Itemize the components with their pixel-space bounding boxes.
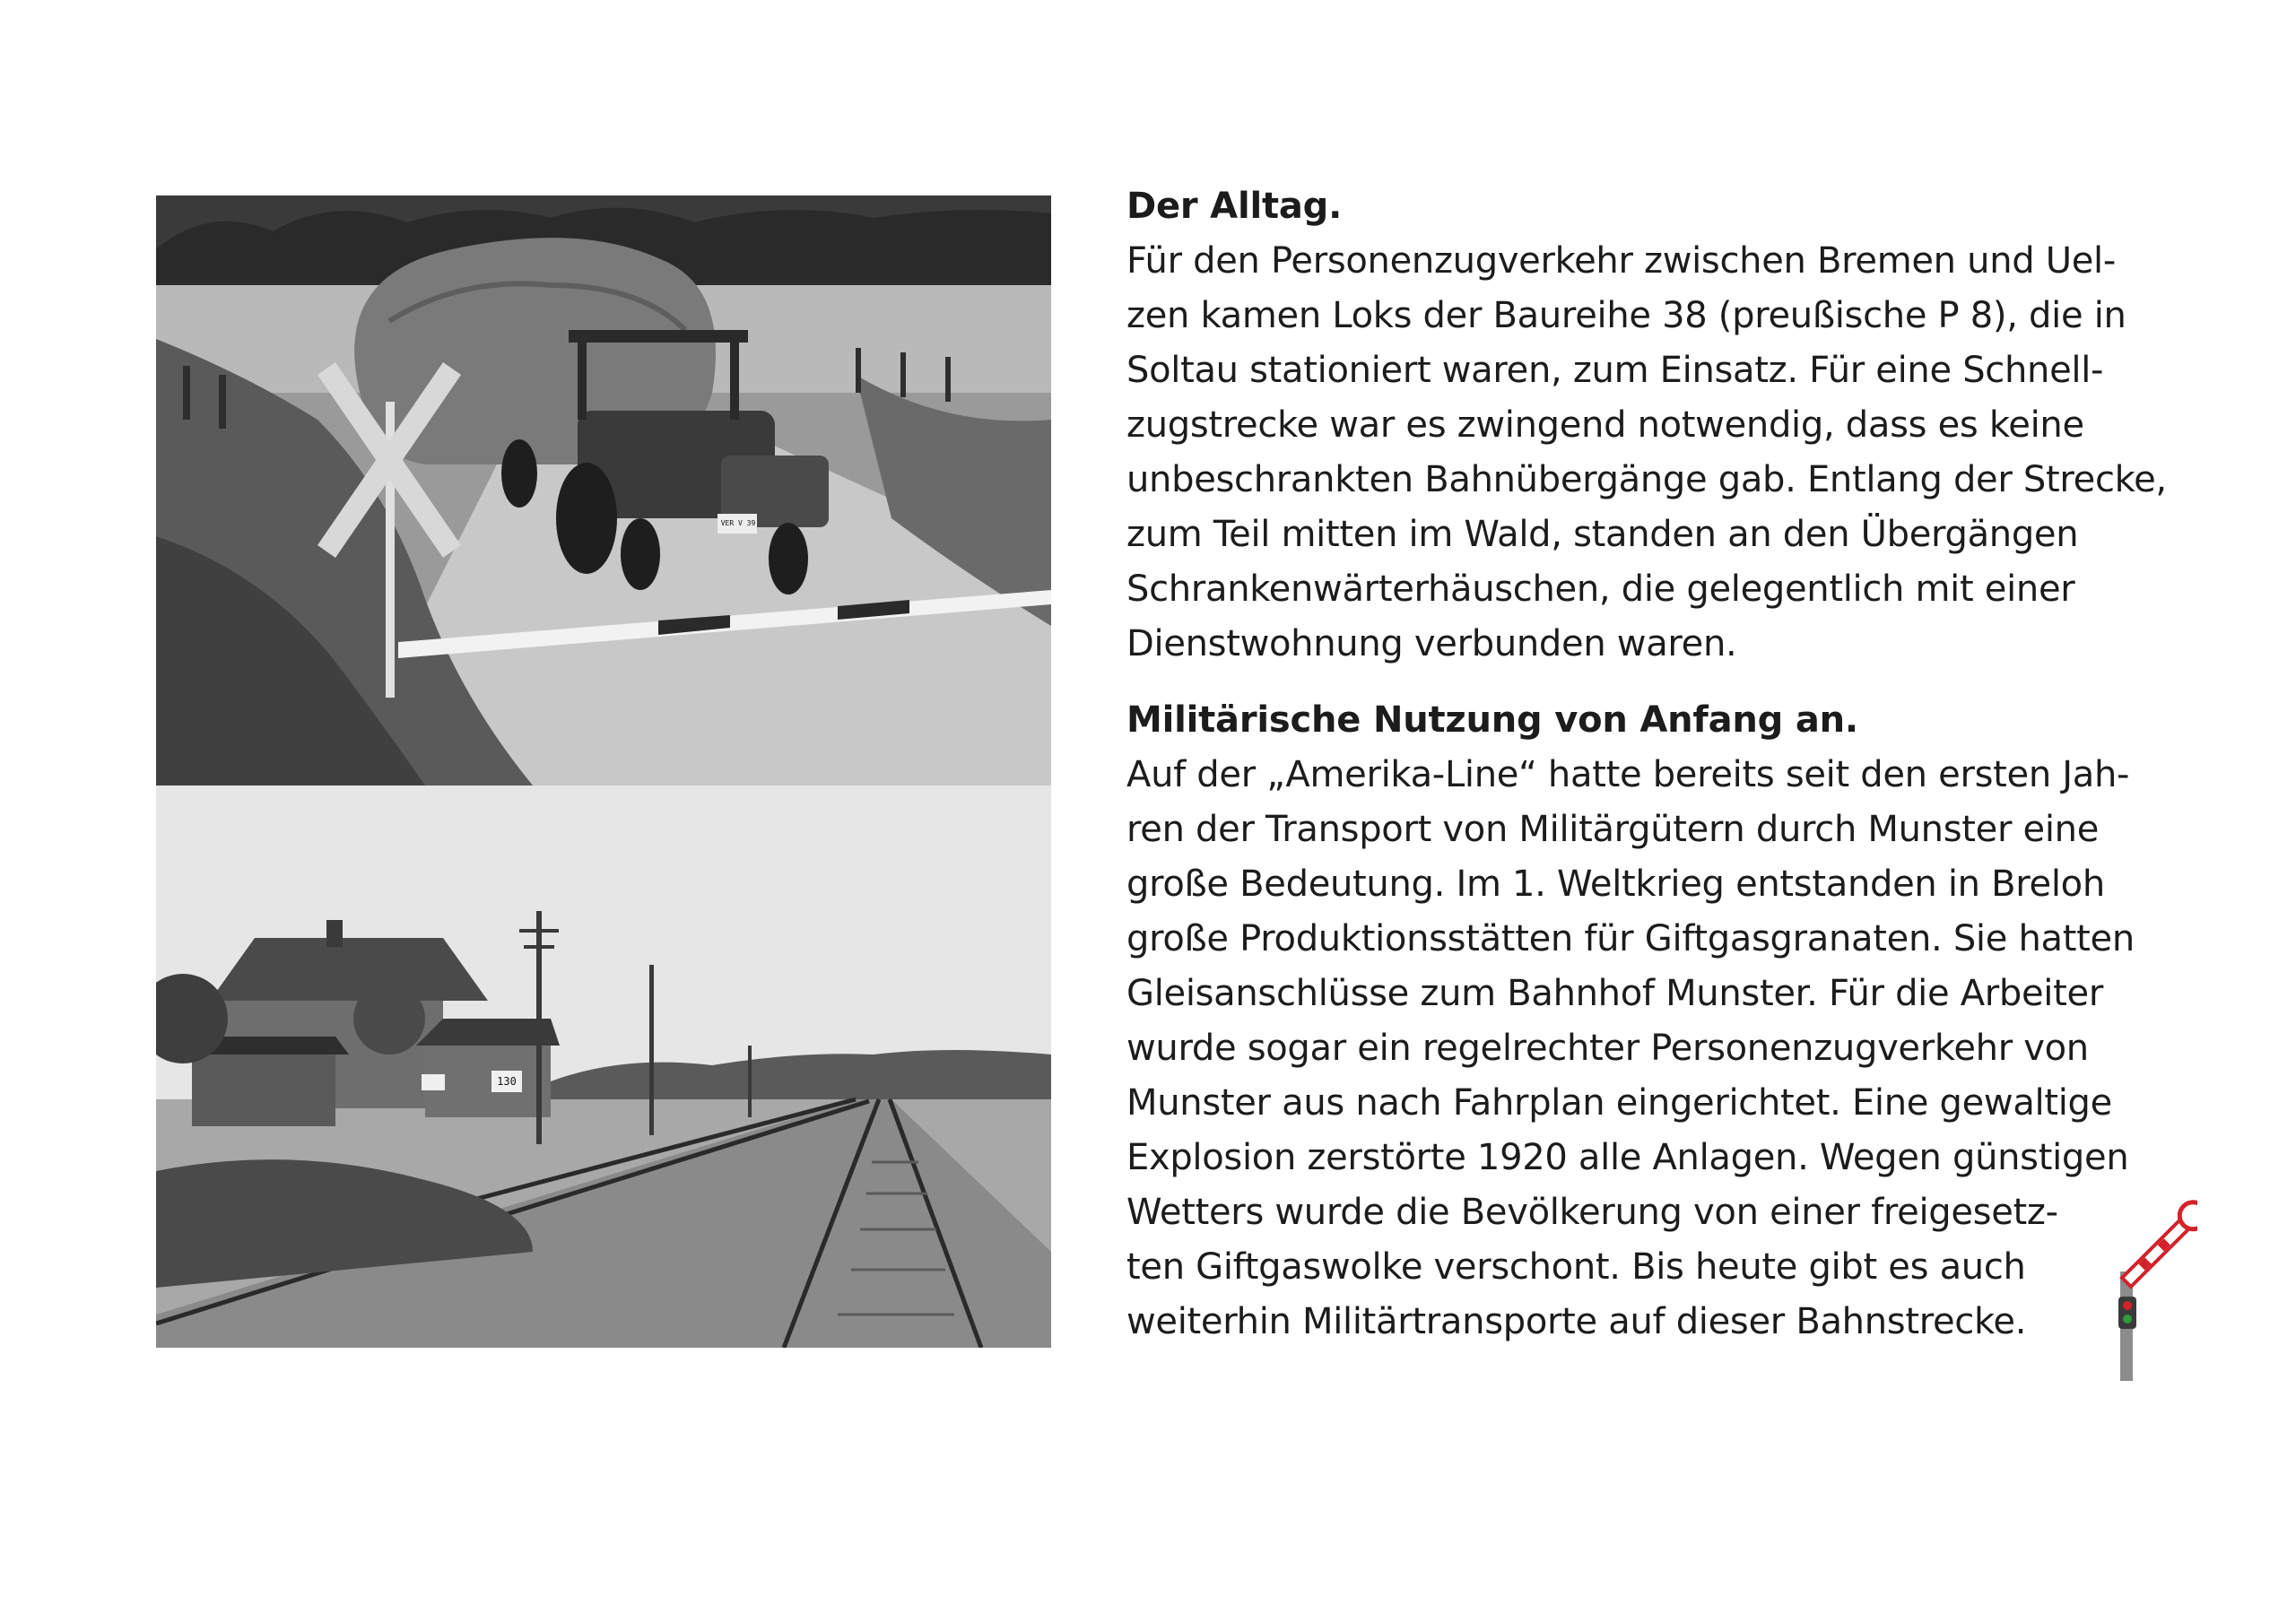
photo-tractor-crossing bbox=[156, 195, 1051, 785]
body-line: Gleisanschlüsse zum Bahnhof Munster. Für die Arbeiter bbox=[1126, 973, 2103, 1014]
railway-semaphore-signal-icon bbox=[2099, 1191, 2197, 1381]
track-distance-sign: 130 bbox=[497, 1075, 517, 1088]
section-heading-alltag: Der Alltag. bbox=[1126, 186, 1343, 227]
body-line: Explosion zerstörte 1920 alle Anlagen. Wegen günstigen bbox=[1126, 1137, 2129, 1178]
body-line: ten Giftgaswolke verschont. Bis heute gibt es auch bbox=[1126, 1246, 2026, 1288]
photo-tractor-crossing-image bbox=[156, 195, 1051, 785]
body-line: zen kamen Loks der Baureihe 38 (preußische P 8), die in bbox=[1126, 295, 2126, 336]
body-line: Wetters wurde die Bevölkerung von einer freigesetz- bbox=[1126, 1192, 2058, 1233]
body-line: Schrankenwärterhäuschen, die gelegentlich mit einer bbox=[1126, 568, 2075, 610]
body-line: Auf der „Amerika-Line“ hatte bereits seit den ersten Jah- bbox=[1126, 754, 2130, 795]
text-column bbox=[1126, 179, 2230, 1371]
body-line: große Bedeutung. Im 1. Weltkrieg entstanden in Breloh bbox=[1126, 864, 2105, 905]
section-heading-militaerische-nutzung: Militärische Nutzung von Anfang an. bbox=[1126, 699, 1858, 741]
body-line: ren der Transport von Militärgütern durch Munster eine bbox=[1126, 809, 2100, 850]
body-line: große Produktionsstätten für Giftgasgranaten. Sie hatten bbox=[1126, 918, 2135, 959]
signal-light-red bbox=[2123, 1301, 2132, 1310]
body-line: Für den Personenzugverkehr zwischen Bremen und Uel- bbox=[1126, 240, 2116, 282]
tractor-license-plate: VER V 39 bbox=[720, 519, 756, 527]
body-line: zugstrecke war es zwingend notwendig, dass es keine bbox=[1126, 404, 2084, 446]
signal-arm bbox=[2117, 1197, 2197, 1292]
railway-semaphore-signal-icon-svg bbox=[2099, 1191, 2197, 1381]
photo-railway-station bbox=[156, 785, 1051, 1348]
body-line: unbeschrankten Bahnübergänge gab. Entlang der Strecke, bbox=[1126, 459, 2167, 500]
section-alltag bbox=[1126, 179, 2230, 672]
photo-railway-station-image bbox=[156, 785, 1051, 1348]
body-line: weiterhin Militärtransporte auf dieser Bahnstrecke. bbox=[1126, 1301, 2027, 1342]
signal-light-green bbox=[2123, 1315, 2132, 1324]
body-line: Munster aus nach Fahrplan eingerichtet. Eine gewaltige bbox=[1126, 1082, 2112, 1124]
section-militaerische-nutzung bbox=[1126, 693, 2230, 1350]
body-line: Dienstwohnung verbunden waren. bbox=[1126, 623, 1737, 664]
body-line: Soltau stationiert waren, zum Einsatz. Für eine Schnell- bbox=[1126, 350, 2104, 391]
body-line: wurde sogar ein regelrechter Personenzugverkehr von bbox=[1126, 1028, 2089, 1069]
body-line: zum Teil mitten im Wald, standen an den Übergängen bbox=[1126, 514, 2079, 555]
